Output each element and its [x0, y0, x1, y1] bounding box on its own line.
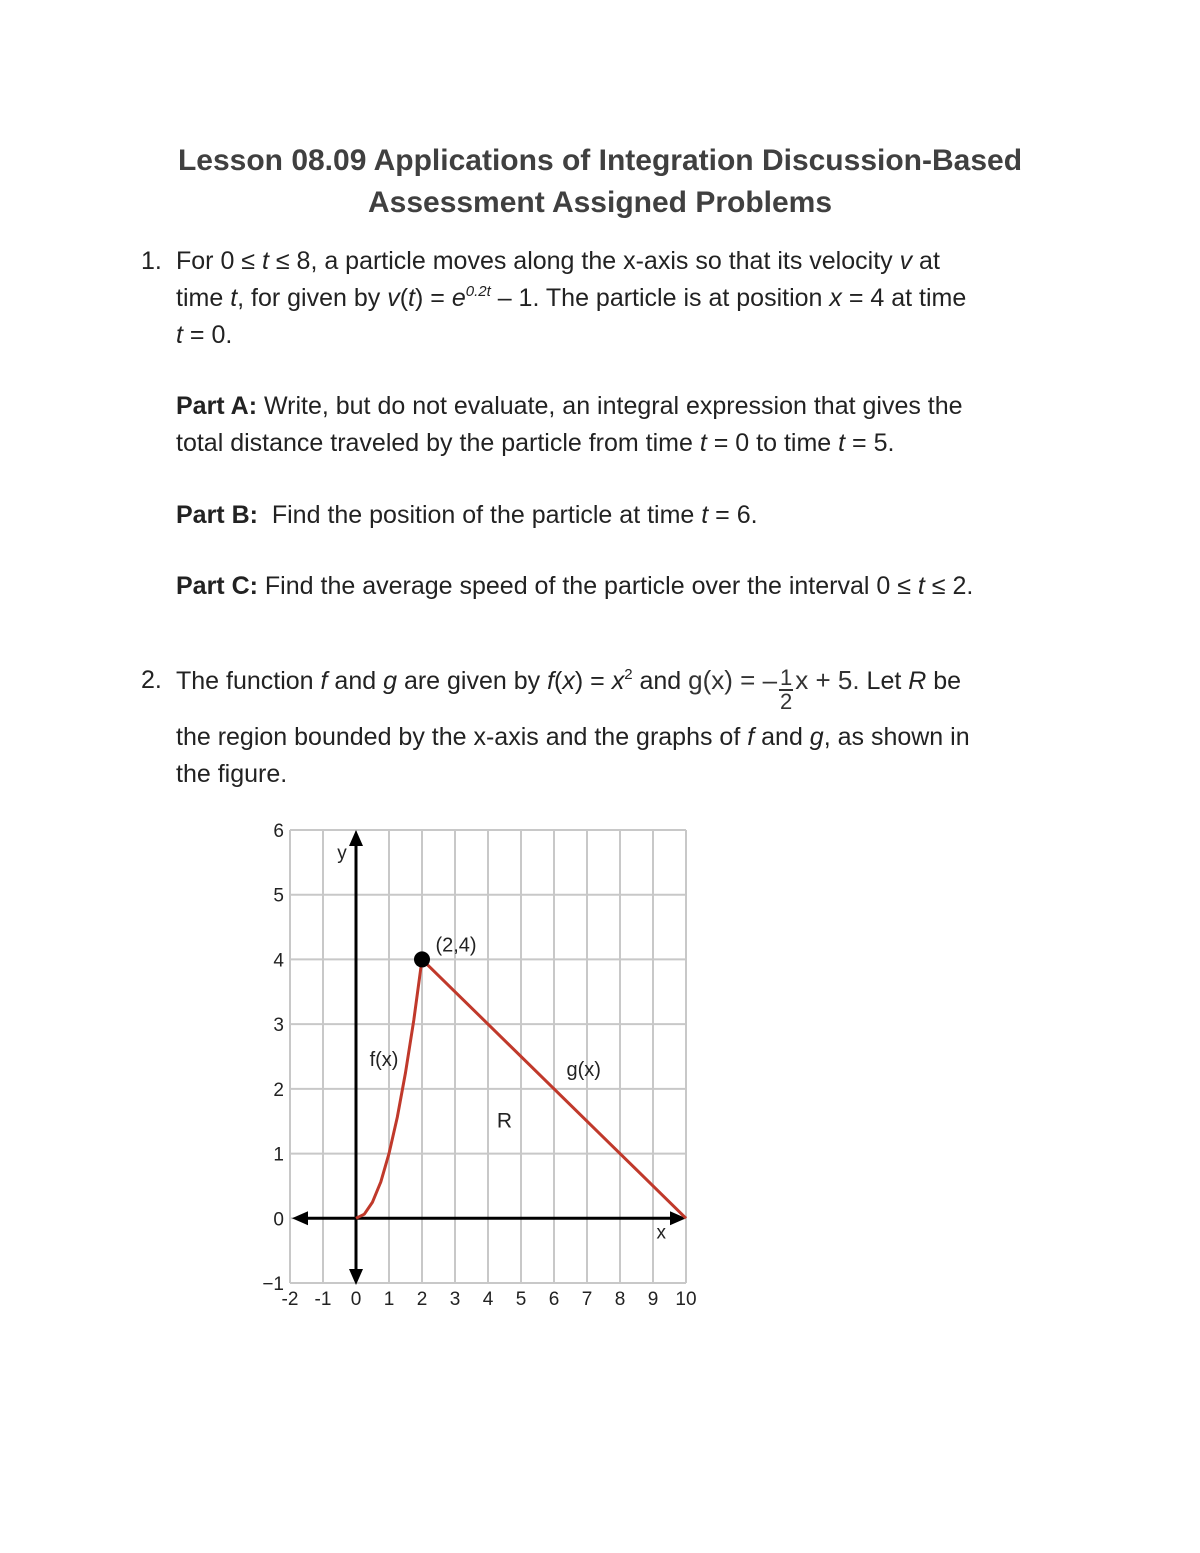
part-c: Part C: Find the average speed of the particle over the interval 0 ≤ t ≤ 2.	[176, 572, 974, 600]
x-axis-arrow-right	[670, 1211, 686, 1225]
y-tick-label: 1	[273, 1144, 284, 1166]
question-1-number: 1.	[141, 247, 162, 275]
x-tick-label: 5	[515, 1289, 527, 1310]
x-tick-label: 1	[383, 1289, 395, 1310]
part-a-label: Part A:	[176, 392, 258, 420]
region-label: R	[496, 1109, 513, 1133]
part-c-label: Part C:	[176, 572, 258, 600]
title-line-1: Lesson 08.09 Applications of Integration Discussion-Based	[177, 144, 1023, 177]
question-1-text: For 0 ≤ t ≤ 8, a particle moves along the x-axis so that its velocity v at time t, for given by $v(t) = e^{0.2t} - 1$. The particle is at position x = 4 at time t = 0.	[176, 247, 967, 349]
x-tick-label: 4	[482, 1289, 494, 1310]
x-axis-arrow-left	[292, 1211, 308, 1225]
y-tick-label: 2	[273, 1079, 284, 1101]
y-tick-label: 6	[273, 821, 284, 842]
part-b-label: Part B:	[176, 501, 258, 529]
y-tick-label: 3	[273, 1015, 284, 1037]
x-tick-label: 2	[416, 1289, 428, 1310]
x-tick-label: 3	[449, 1289, 461, 1310]
y-tick-label: 4	[273, 950, 284, 972]
question-2-text: The function f and g are given by $f(x) = x^2$ and g(x) = – $\frac{1}{2}$ x + 5. Let R be	[176, 665, 962, 714]
x-tick-label: 7	[581, 1289, 593, 1310]
y-tick-label: 5	[273, 885, 284, 907]
y-axis-label: y	[337, 843, 347, 865]
x-tick-label: 8	[614, 1289, 626, 1310]
x-tick-label: 0	[350, 1289, 362, 1310]
series-label-f: f(x)	[369, 1049, 399, 1072]
part-a: Part A: Write, but do not evaluate, an integral expression that gives the total distance traveled by the particle from time t = 0 to time t = 5.	[176, 392, 963, 457]
x-tick-label: -2	[281, 1289, 299, 1310]
point-label: (2,4)	[435, 934, 477, 957]
y-tick-label: −1	[262, 1274, 284, 1295]
x-tick-label: 9	[647, 1289, 659, 1310]
g-formula: g(x) = – $\frac{1}{2}$ x + 5.	[688, 665, 860, 714]
y-axis-arrow-up	[349, 830, 363, 846]
part-b: Part B: Find the position of the particle at time t = 6.	[176, 501, 758, 529]
x-tick-label: -1	[314, 1289, 332, 1310]
question-2-text-cont: the region bounded by the x-axis and the graphs of f and g, as shown in the figure.	[176, 723, 970, 788]
x-tick-label: 10	[675, 1289, 697, 1310]
point-marker	[414, 951, 430, 967]
question-2-number: 2.	[141, 666, 162, 694]
y-tick-label: 0	[273, 1209, 284, 1231]
x-tick-label: 6	[548, 1289, 560, 1310]
title-line-2: Assessment Assigned Problems	[367, 186, 833, 219]
x-axis-label: x	[656, 1222, 666, 1244]
series-label-g: g(x)	[566, 1058, 601, 1081]
